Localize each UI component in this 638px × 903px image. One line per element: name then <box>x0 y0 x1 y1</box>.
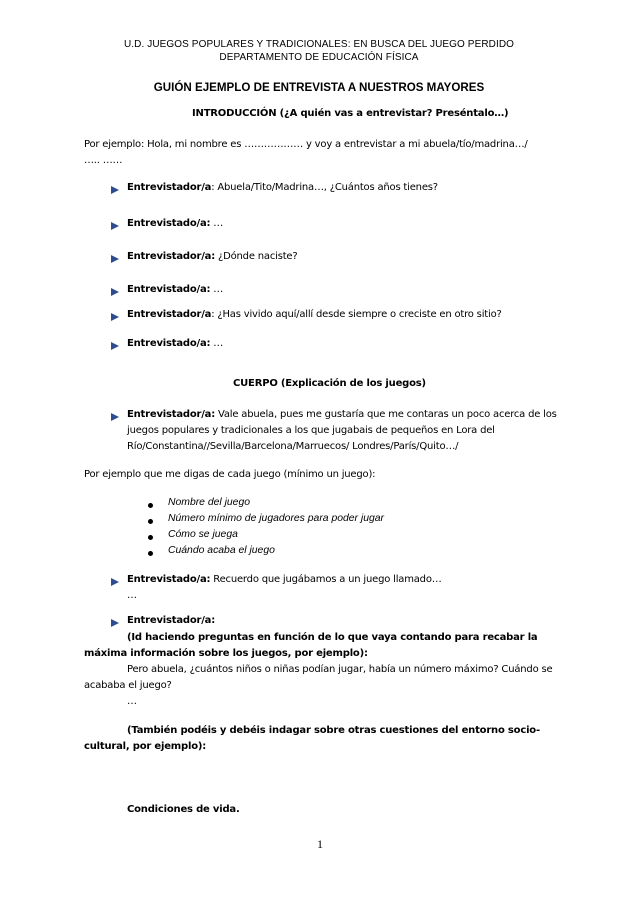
dialogue-line <box>127 218 223 229</box>
intro-example-line-2: ….. …… <box>84 155 123 166</box>
bullet-icon <box>148 519 153 524</box>
dialogue-line <box>127 309 502 320</box>
speaker-label: Entrevistador/a: <box>127 251 216 262</box>
answer-text: Recuerdo que jugábamos a un juego llamado… <box>210 574 442 585</box>
conditions-heading: Condiciones de vida. <box>127 804 240 815</box>
answer-ellipsis: … <box>127 590 137 601</box>
list-item: Cómo se juega <box>168 529 238 540</box>
speaker-label: Entrevistador/a: <box>127 615 216 626</box>
arrow-bullet-icon <box>111 288 119 296</box>
question-line-1 <box>127 409 557 420</box>
example-question-line-1: Pero abuela, ¿cuántos niños o niñas podían jugar, había un número máximo? Cuándo se <box>127 664 553 675</box>
list-item: Cuándo acaba el juego <box>168 545 275 556</box>
dialogue-text: … <box>210 218 224 229</box>
arrow-bullet-icon <box>111 186 119 194</box>
question-text: Vale abuela, pues me gustaría que me contaras un poco acerca de los <box>215 409 557 420</box>
dialogue-text: ¿Dónde naciste? <box>215 251 298 262</box>
dialogue-text: … <box>210 338 224 349</box>
dialogue-text: … <box>210 284 224 295</box>
question-line-2: juegos populares y tradicionales a los que jugabais de pequeños en Lora del <box>127 425 495 436</box>
arrow-bullet-icon <box>111 413 119 421</box>
note-2-line-2: cultural, por ejemplo): <box>84 741 207 752</box>
bullet-icon <box>148 503 153 508</box>
intro-example-line-1: Por ejemplo: Hola, mi nombre es ……………… y voy a entrevistar a mi abuela/tío/madrina…/ <box>84 139 528 150</box>
arrow-bullet-icon <box>111 619 119 627</box>
dialogue-line <box>127 251 298 262</box>
speaker-label: Entrevistador/a: <box>127 409 216 420</box>
arrow-bullet-icon <box>111 342 119 350</box>
arrow-bullet-icon <box>111 313 119 321</box>
bullet-icon <box>148 551 153 556</box>
ask-intro: Por ejemplo que me digas de cada juego (mínimo un juego): <box>84 469 376 480</box>
list-item: Nombre del juego <box>168 497 251 508</box>
page-number: 1 <box>317 837 323 851</box>
body-heading: CUERPO (Explicación de los juegos) <box>233 378 426 389</box>
note-1-line-1: (Id haciendo preguntas en función de lo que vaya contando para recabar la <box>127 632 538 643</box>
header-line-2: DEPARTAMENTO DE EDUCACIÓN FÍSICA <box>219 52 419 63</box>
dialogue-line <box>127 284 223 295</box>
speaker-label: Entrevistador/a <box>127 309 212 320</box>
answer-line <box>127 574 442 585</box>
dialogue-line <box>127 338 223 349</box>
header-line-1: U.D. JUEGOS POPULARES Y TRADICIONALES: EN BUSCA DEL JUEGO PERDIDO <box>123 39 515 50</box>
example-ellipsis: … <box>127 696 137 707</box>
example-question-line-2: acababa el juego? <box>84 680 172 691</box>
note-1-line-2: máxima información sobre los juegos, por ejemplo): <box>84 648 368 659</box>
bullet-icon <box>148 535 153 540</box>
note-2-line-1: (También podéis y debéis indagar sobre otras cuestiones del entorno socio- <box>127 725 540 736</box>
list-item: Número mínimo de jugadores para poder jugar <box>168 513 385 524</box>
intro-heading: INTRODUCCIÓN (¿A quién vas a entrevistar? Preséntalo…) <box>192 108 509 119</box>
arrow-bullet-icon <box>111 222 119 230</box>
speaker-label: Entrevistado/a: <box>127 338 211 349</box>
speaker-label: Entrevistado/a: <box>127 574 211 585</box>
dialogue-text: : Abuela/Tito/Madrina…, ¿Cuántos años tienes? <box>211 182 438 193</box>
dialogue-line <box>127 182 438 193</box>
arrow-bullet-icon <box>111 255 119 263</box>
speaker-label: Entrevistado/a: <box>127 218 211 229</box>
arrow-bullet-icon <box>111 578 119 586</box>
dialogue-text: : ¿Has vivido aquí/allí desde siempre o creciste en otro sitio? <box>211 309 502 320</box>
question-line-3: Río/Constantina//Sevilla/Barcelona/Marruecos/ Londres/París/Quito…/ <box>127 441 459 452</box>
speaker-label: Entrevistado/a: <box>127 284 211 295</box>
speaker-label: Entrevistador/a <box>127 182 212 193</box>
page-title: GUIÓN EJEMPLO DE ENTREVISTA A NUESTROS MAYORES <box>153 81 485 94</box>
